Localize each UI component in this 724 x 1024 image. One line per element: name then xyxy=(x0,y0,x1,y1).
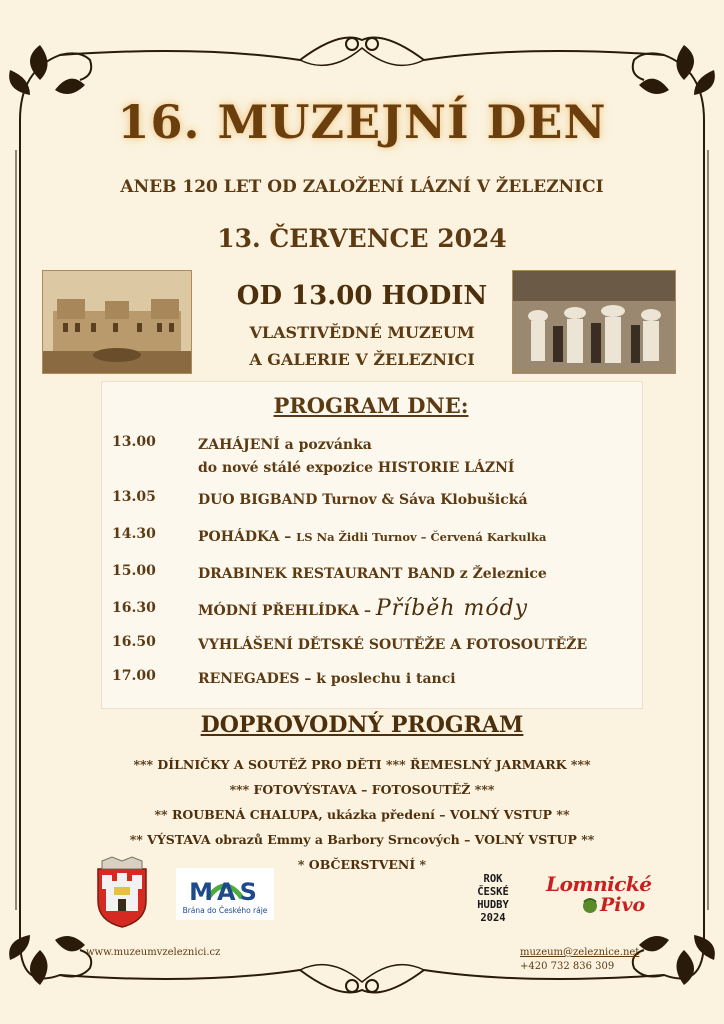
event-time: OD 13.00 HODIN xyxy=(236,281,488,311)
accompanying-line: *** DÍLNIČKY A SOUTĚŽ PRO DĚTI *** ŘEMESLNÝ JARMARK *** xyxy=(133,757,591,772)
venue-line-1: VLASTIVĚDNÉ MUZEUM xyxy=(249,323,475,342)
accompanying-line: ** VÝSTAVA obrazů Emmy a Barbory Srncových – VOLNÝ VSTUP ** xyxy=(129,832,595,847)
subtitle: ANEB 120 LET OD ZALOŽENÍ LÁZNÍ V ŽELEZNICI xyxy=(120,177,604,197)
program-time: 16.30 xyxy=(112,600,156,616)
website-link[interactable]: www.muzeumvzeleznici.cz xyxy=(86,947,221,958)
program-event-script: Příběh módy xyxy=(375,596,529,621)
pivo-logo-text: Pivo xyxy=(600,894,646,916)
accompanying-line: * OBČERSTVENÍ * xyxy=(297,857,427,872)
program-event: MÓDNÍ PŘEHLÍDKA – xyxy=(198,603,376,619)
program-time: 15.00 xyxy=(112,563,156,579)
program-event-detail: do nové stálé expozice HISTORIE LÁZNÍ xyxy=(198,460,515,476)
rok-logo-line: ČESKÉ xyxy=(477,886,509,898)
rok-logo-line: HUDBY xyxy=(477,899,509,911)
program-event: RENEGADES – k poslechu i tanci xyxy=(198,671,456,687)
accompanying-heading: DOPROVODNÝ PROGRAM xyxy=(200,712,524,738)
program-time: 13.00 xyxy=(112,434,156,450)
zeleznice-coat-of-arms-logo xyxy=(92,855,152,929)
mas-logo xyxy=(176,868,274,920)
event-date: 13. ČERVENCE 2024 xyxy=(217,224,507,253)
program-event: ZAHÁJENÍ a pozvánka xyxy=(198,437,372,453)
rok-ceske-hudby-logo xyxy=(462,873,524,925)
venue xyxy=(0,319,724,373)
rok-logo-line: 2024 xyxy=(480,912,506,924)
program-event: POHÁDKA – xyxy=(198,529,297,545)
email-link[interactable]: muzeum@zeleznice.net xyxy=(520,947,640,958)
mas-logo-subtext: Brána do Českého ráje xyxy=(182,906,268,915)
program-time: 16.50 xyxy=(112,634,156,650)
lomnicke-logo-text: Lomnické xyxy=(546,872,652,896)
page-title: 16. MUZEJNÍ DEN xyxy=(117,95,607,149)
program-event: DRABINEK RESTAURANT BAND z Železnice xyxy=(198,566,547,582)
program-heading: PROGRAM DNE: xyxy=(273,393,469,418)
program-time: 13.05 xyxy=(112,489,156,505)
program-time: 17.00 xyxy=(112,668,156,684)
lomnicke-pivo-logo xyxy=(544,870,654,922)
program-event: DUO BIGBAND Turnov & Sáva Klobušická xyxy=(198,492,528,508)
phone-number: +420 732 836 309 xyxy=(520,961,615,972)
program-event-detail: LS Na Židli Turnov – Červená Karkulka xyxy=(296,530,547,544)
program-time: 14.30 xyxy=(112,526,156,542)
mas-logo-text: MAS xyxy=(189,878,261,906)
program-event: VYHLÁŠENÍ DĚTSKÉ SOUTĚŽE A FOTOSOUTĚŽE xyxy=(198,637,588,653)
accompanying-line: ** ROUBENÁ CHALUPA, ukázka předení – VOLNÝ VSTUP ** xyxy=(154,807,570,822)
accompanying-line: *** FOTOVÝSTAVA – FOTOSOUTĚŽ *** xyxy=(229,782,495,797)
hops-icon xyxy=(580,896,600,916)
rok-logo-line: ROK xyxy=(483,873,503,885)
venue-line-2: A GALERIE V ŽELEZNICI xyxy=(249,350,475,369)
